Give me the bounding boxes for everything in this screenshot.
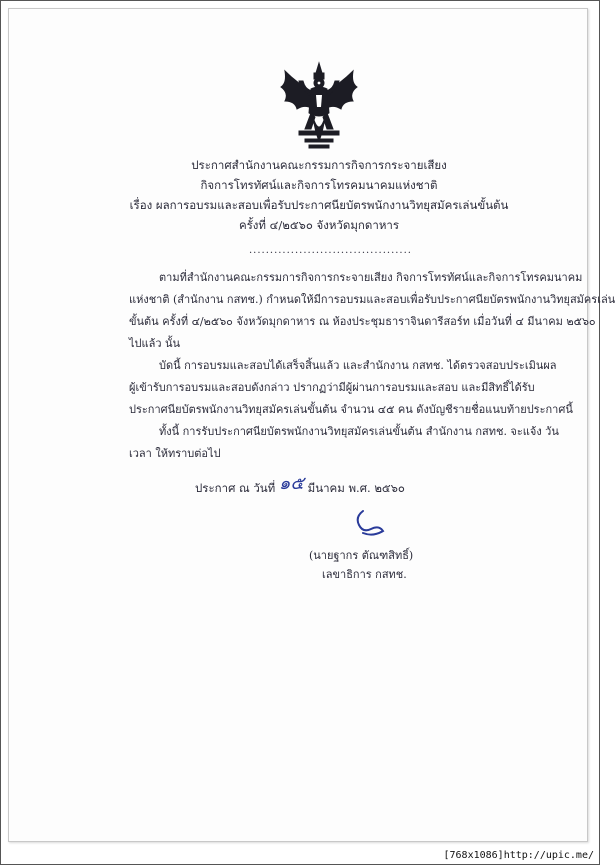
date-day-handwritten: ๑๕ (278, 473, 304, 494)
paragraph-1 (129, 267, 615, 355)
paragraph-line: ประกาศนียบัตรพนักงานวิทยุสมัครเล่นขั้นต้น จำนวน ๔๕ คน ดังบัญชีรายชื่อแนบท้ายประกาศนี้ (129, 403, 573, 416)
paragraph-line: ทั้งนี้ การรับประกาศนียบัตรพนักงานวิทยุสมัครเล่นขั้นต้น สำนักงาน กสทช. จะแจ้ง วัน (159, 425, 559, 438)
signature-icon (349, 507, 389, 539)
header-line-1: ประกาศสำนักงานคณะกรรมการกิจการกระจายเสียง (191, 158, 447, 172)
signatory-position: เลขาธิการ กสทช. (322, 568, 407, 581)
document-page (8, 8, 615, 842)
header-subject: เรื่อง ผลการอบรมและสอบเพื่อรับประกาศนียบัตรพนักงานวิทยุสมัครเล่นขั้นต้น (129, 198, 509, 212)
header-session: ครั้งที่ ๔/๒๕๖๐ จังหวัดมุกดาหาร (238, 218, 400, 232)
paragraph-2 (129, 355, 573, 421)
paragraph-line: เวลา ให้ทราบต่อไป (129, 447, 221, 460)
header-divider: ....................................... (249, 245, 412, 256)
signatory-name: (นายฐากร ตัณฑสิทธิ์) (309, 549, 414, 562)
announcement-date (195, 471, 405, 500)
paragraph-3 (129, 421, 559, 465)
garuda-emblem-icon (277, 61, 361, 149)
date-suffix: มีนาคม พ.ศ. ๒๕๖๐ (307, 481, 405, 495)
upload-watermark: [768x1086]http://upic.me/ (443, 850, 594, 861)
paragraph-line: ผู้เข้ารับการอบรมและสอบดังกล่าว ปรากฏว่ามีผู้ผ่านการอบรมและสอบ และมีสิทธิ์ได้รับ (129, 381, 535, 394)
paragraph-line: แห่งชาติ (สำนักงาน กสทช.) กำหนดให้มีการอบรมและสอบเพื่อรับประกาศนียบัตรพนักงานวิทยุสมัครเล่น (129, 293, 615, 306)
paragraph-line: บัดนี้ การอบรมและสอบได้เสร็จสิ้นแล้ว และสำนักงาน กสทช. ได้ตรวจสอบประเมินผล (159, 359, 557, 372)
paragraph-line: ตามที่สำนักงานคณะกรรมการกิจการกระจายเสียง กิจการโทรทัศน์และกิจการโทรคมนาคม (159, 271, 583, 284)
paragraph-line: ไปแล้ว นั้น (129, 337, 181, 350)
paragraph-line: ขั้นต้น ครั้งที่ ๔/๒๕๖๐ จังหวัดมุกดาหาร ณ ห้องประชุมธาราจินดารีสอร์ท เมื่อวันที่ ๔ มีนาคม ๒๕๖๐ (129, 315, 596, 328)
header-line-2: กิจการโทรทัศน์และกิจการโทรคมนาคมแห่งชาติ (200, 178, 438, 192)
date-prefix: ประกาศ ณ วันที่ (195, 481, 276, 495)
